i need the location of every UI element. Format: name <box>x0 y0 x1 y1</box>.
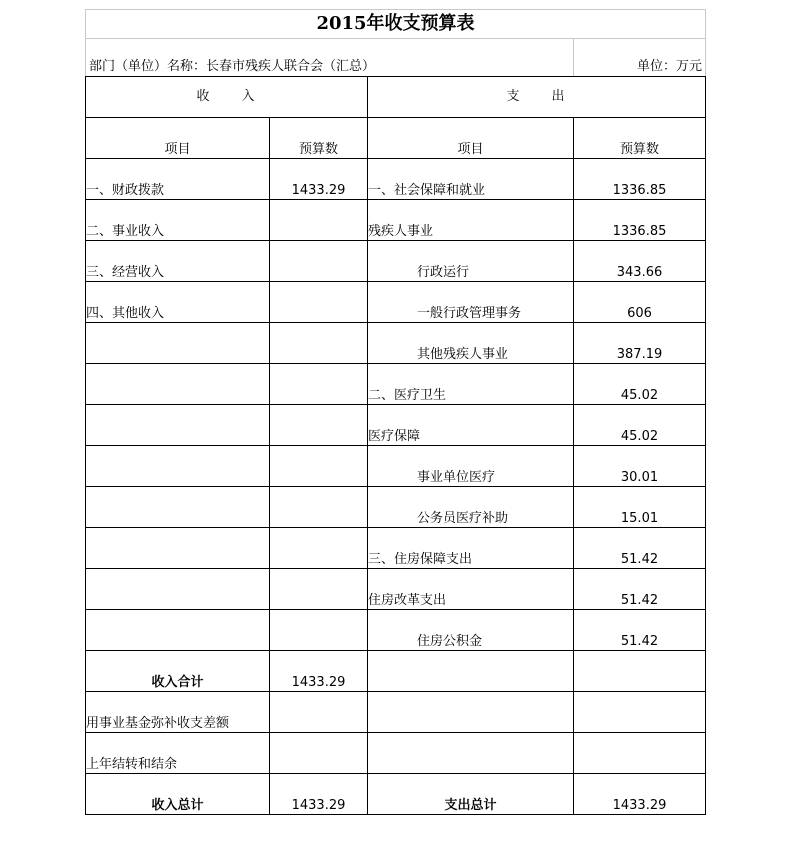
expense-value-cell: 15.01 <box>574 487 706 528</box>
expense-item-cell: 住房公积金 <box>368 610 574 651</box>
expense-item-cell: 公务员医疗补助 <box>368 487 574 528</box>
table-row <box>86 610 706 651</box>
department-row <box>85 38 706 76</box>
income-value-cell <box>270 610 368 651</box>
income-item-cell <box>86 323 270 364</box>
table-row <box>86 733 706 774</box>
income-budget-header: 预算数 <box>270 118 368 159</box>
column-header-row <box>86 118 706 159</box>
totals-row <box>86 774 706 815</box>
expense-total-value: 1433.29 <box>574 774 706 815</box>
department-name: 部门（单位）名称：长春市残疾人联合会（汇总） <box>89 59 376 74</box>
expense-value-cell: 51.42 <box>574 528 706 569</box>
expense-value-cell: 51.42 <box>574 569 706 610</box>
income-header: 收 入 <box>86 77 368 118</box>
income-item-cell <box>86 610 270 651</box>
income-value-cell <box>270 323 368 364</box>
expense-item-cell: 行政运行 <box>368 241 574 282</box>
expense-value-cell: 387.19 <box>574 323 706 364</box>
table-row <box>86 364 706 405</box>
expense-item-cell: 二、医疗卫生 <box>368 364 574 405</box>
income-value-cell <box>270 487 368 528</box>
sheet-title: 2015年收支预算表 <box>85 9 706 39</box>
expense-value-cell: 1336.85 <box>574 200 706 241</box>
table-row <box>86 487 706 528</box>
income-item-cell <box>86 528 270 569</box>
extra-item-cell: 用事业基金弥补收支差额 <box>86 692 270 733</box>
expense-item-cell: 住房改革支出 <box>368 569 574 610</box>
income-value-cell <box>270 364 368 405</box>
expense-value-cell: 45.02 <box>574 364 706 405</box>
income-item-cell <box>86 364 270 405</box>
income-item-cell <box>86 446 270 487</box>
income-item-cell <box>86 569 270 610</box>
expense-item-header: 项目 <box>368 118 574 159</box>
table-row <box>86 241 706 282</box>
income-item-cell: 一、财政拨款 <box>86 159 270 200</box>
table-row <box>86 282 706 323</box>
income-item-header: 项目 <box>86 118 270 159</box>
empty-cell <box>574 692 706 733</box>
income-total-value: 1433.29 <box>270 774 368 815</box>
expense-total-label: 支出总计 <box>368 774 574 815</box>
income-item-cell <box>86 487 270 528</box>
table-row <box>86 569 706 610</box>
table-row <box>86 323 706 364</box>
income-subtotal-value: 1433.29 <box>270 651 368 692</box>
budget-table <box>85 76 706 815</box>
expense-item-cell: 事业单位医疗 <box>368 446 574 487</box>
extra-item-cell: 上年结转和结余 <box>86 733 270 774</box>
expense-value-cell: 30.01 <box>574 446 706 487</box>
income-item-cell: 三、经营收入 <box>86 241 270 282</box>
expense-value-cell: 343.66 <box>574 241 706 282</box>
empty-cell <box>574 733 706 774</box>
expense-value-cell: 45.02 <box>574 405 706 446</box>
table-row <box>86 692 706 733</box>
table-row <box>86 528 706 569</box>
table-row <box>86 159 706 200</box>
table-row <box>86 446 706 487</box>
department-divider <box>573 38 574 76</box>
expense-item-cell: 一般行政管理事务 <box>368 282 574 323</box>
income-value-cell <box>270 405 368 446</box>
income-subtotal-row <box>86 651 706 692</box>
empty-cell <box>368 651 574 692</box>
expense-item-cell: 三、住房保障支出 <box>368 528 574 569</box>
income-value-cell <box>270 528 368 569</box>
section-header-row <box>86 77 706 118</box>
expense-item-cell: 其他残疾人事业 <box>368 323 574 364</box>
unit-label: 单位：万元 <box>636 59 702 74</box>
expense-value-cell: 1336.85 <box>574 159 706 200</box>
income-value-cell <box>270 200 368 241</box>
income-item-cell: 四、其他收入 <box>86 282 270 323</box>
empty-cell <box>368 733 574 774</box>
income-value-cell <box>270 241 368 282</box>
expense-header: 支 出 <box>368 77 706 118</box>
table-row <box>86 405 706 446</box>
empty-cell <box>270 692 368 733</box>
expense-budget-header: 预算数 <box>574 118 706 159</box>
income-subtotal-label: 收入合计 <box>86 651 270 692</box>
expense-value-cell: 606 <box>574 282 706 323</box>
income-value-cell <box>270 569 368 610</box>
income-value-cell: 1433.29 <box>270 159 368 200</box>
income-value-cell <box>270 282 368 323</box>
empty-cell <box>574 651 706 692</box>
expense-item-cell: 医疗保障 <box>368 405 574 446</box>
empty-cell <box>270 733 368 774</box>
income-value-cell <box>270 446 368 487</box>
income-total-label: 收入总计 <box>86 774 270 815</box>
income-item-cell <box>86 405 270 446</box>
table-row <box>86 200 706 241</box>
expense-item-cell: 残疾人事业 <box>368 200 574 241</box>
expense-item-cell: 一、社会保障和就业 <box>368 159 574 200</box>
empty-cell <box>368 692 574 733</box>
expense-value-cell: 51.42 <box>574 610 706 651</box>
income-item-cell: 二、事业收入 <box>86 200 270 241</box>
